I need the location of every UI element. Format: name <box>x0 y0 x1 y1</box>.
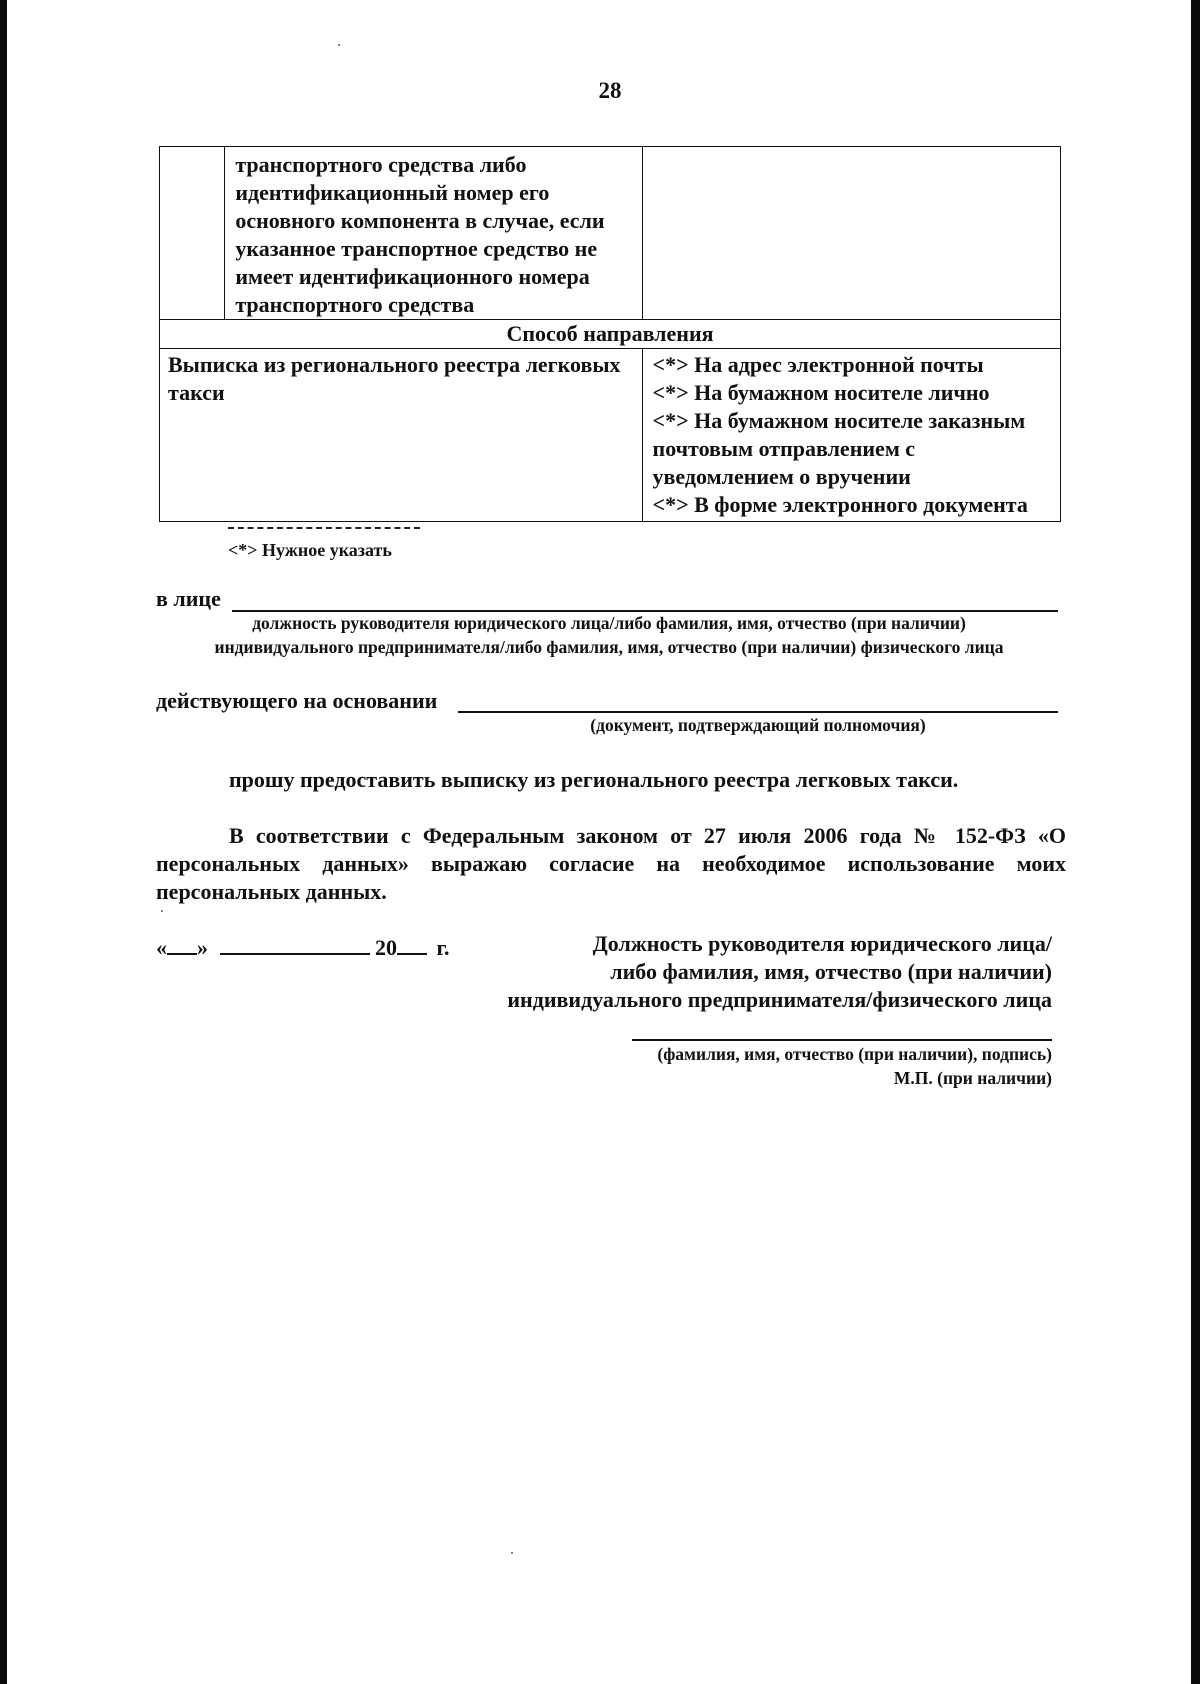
extract-type-cell: Выписка из регионального реестра легковых такси <box>160 349 643 522</box>
person-caption-line1: должность руководителя юридического лица/либо фамилия, имя, отчество (при наличии) <box>252 613 966 633</box>
vehicle-text-line: имеет идентификационного номера <box>235 264 590 289</box>
vehicle-text-line: указанное транспортное средство не <box>235 236 598 261</box>
delivery-option-electronic[interactable]: <*> В форме электронного документа <box>652 492 1028 517</box>
delivery-options-cell <box>642 349 1060 522</box>
person-caption-line2: индивидуального предпринимателя/либо фамилия, имя, отчество (при наличии) физического лица <box>214 637 1004 657</box>
table-row-vehicle <box>160 147 1061 320</box>
page-number: 28 <box>598 78 622 103</box>
application-table <box>159 146 1061 522</box>
scan-speck <box>161 910 163 912</box>
basis-label: действующего на основании <box>156 688 438 713</box>
table-cell-number <box>160 147 225 320</box>
vehicle-text-line: транспортного средства <box>235 292 475 317</box>
scan-speck <box>511 1552 513 1554</box>
footnote: <*> Нужное указать <box>228 540 392 560</box>
basis-caption: (документ, подтверждающий полномочия) <box>590 715 926 735</box>
footnote-divider <box>228 527 420 529</box>
request-text: прошу предоставить выписку из регионального реестра легковых такси. <box>229 767 959 792</box>
signature-input-line[interactable] <box>632 1039 1052 1041</box>
table-cell-value-empty[interactable] <box>642 147 1060 320</box>
date-day-field[interactable] <box>167 933 197 955</box>
date-open-quote: « <box>156 935 167 960</box>
scan-border-left <box>0 0 7 1684</box>
signature-line1: Должность руководителя юридического лица/ <box>592 931 1052 956</box>
table-cell-vehicle-description <box>225 147 642 320</box>
scan-border-right <box>1191 0 1200 1684</box>
section-header: Способ направления <box>160 320 1061 349</box>
scan-speck <box>338 44 340 46</box>
date-close-quote: » <box>197 935 208 960</box>
consent-text: В соответствии с Федеральным законом от 27 июля 2006 года № 152-ФЗ «О персональных данных» выражаю согласие на необходимое использование моих персональных данных. <box>156 823 1066 904</box>
delivery-option-registered-mail[interactable]: <*> На бумажном носителе заказным почтовым отправлением с уведомлением о вручении <box>652 408 1026 489</box>
signature-block <box>507 930 1052 1014</box>
table-row-section-header <box>160 320 1061 349</box>
vehicle-text-line: идентификационный номер его <box>235 180 550 205</box>
date-year-suffix: г. <box>436 935 450 960</box>
signature-caption-line1: (фамилия, имя, отчество (при наличии), подпись) <box>657 1044 1052 1064</box>
person-label: в лице <box>156 586 221 611</box>
vehicle-text-line: основного компонента в случае, если <box>235 208 605 233</box>
stamp-caption: М.П. (при наличии) <box>893 1068 1052 1088</box>
date-month-field[interactable] <box>220 933 370 955</box>
table-row-delivery <box>160 349 1061 522</box>
signature-caption <box>657 1042 1052 1090</box>
signature-line3: индивидуального предпринимателя/физического лица <box>507 987 1052 1012</box>
signature-line2: либо фамилия, имя, отчество (при наличии) <box>610 959 1052 984</box>
date-year-prefix: 20 <box>375 935 397 960</box>
delivery-option-email[interactable]: <*> На адрес электронной почты <box>652 352 984 377</box>
date-row <box>156 933 450 961</box>
delivery-option-paper-personal[interactable]: <*> На бумажном носителе лично <box>652 380 990 405</box>
date-year-field[interactable] <box>397 933 427 955</box>
vehicle-text-line: транспортного средства либо <box>235 152 527 177</box>
